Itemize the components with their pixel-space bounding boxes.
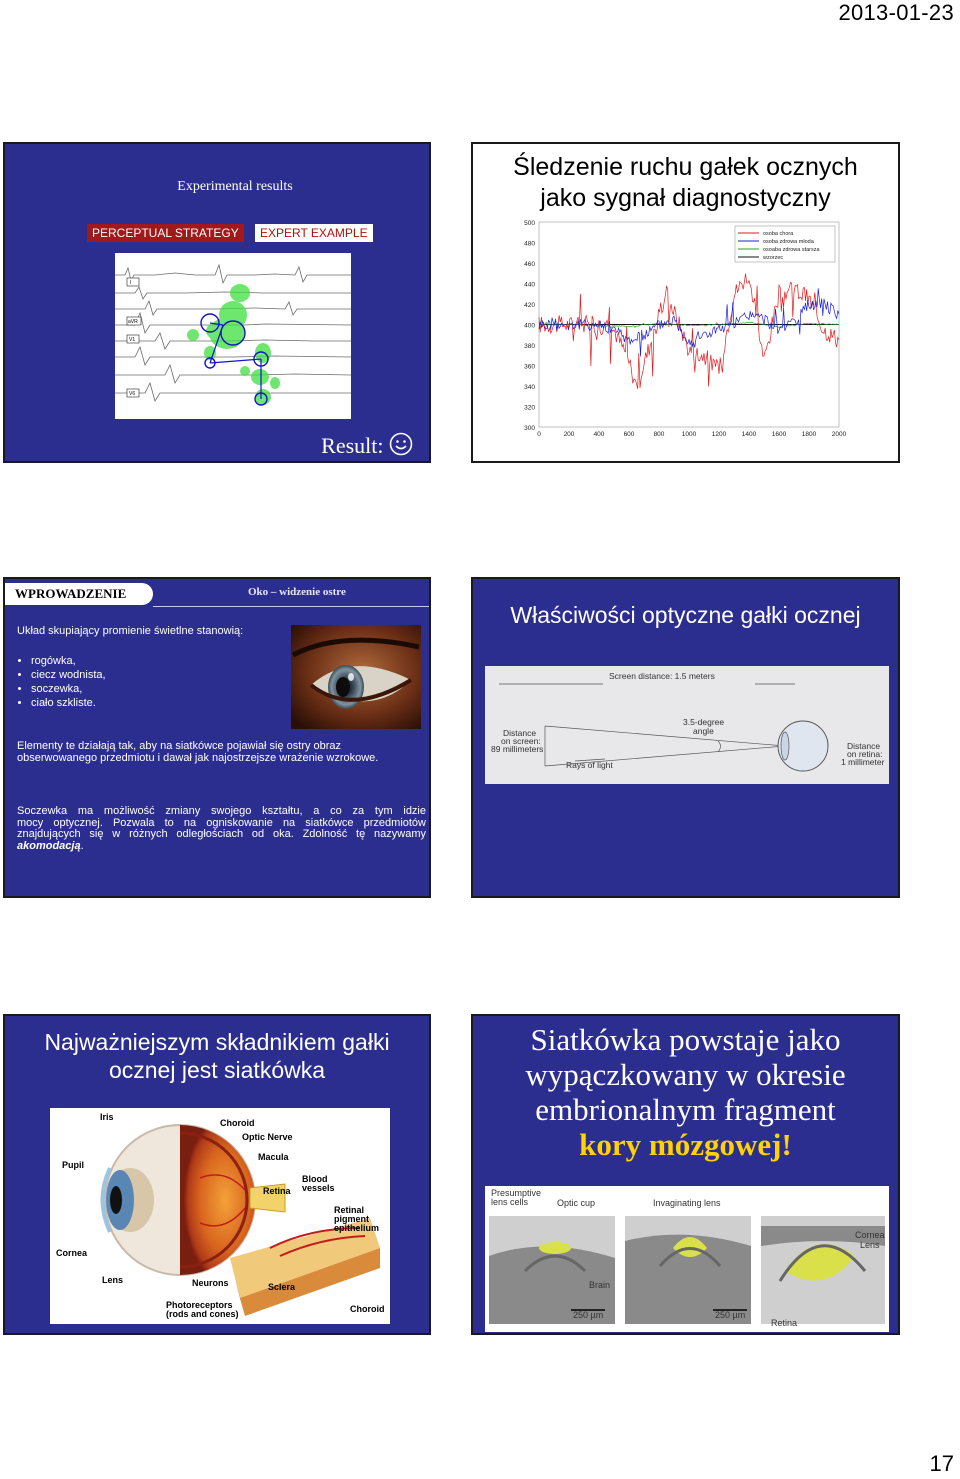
ecg-lead-label: V1 xyxy=(129,337,136,343)
svg-text:3.5-degree: 3.5-degree xyxy=(683,717,725,727)
header-divider xyxy=(153,606,429,607)
series-line-2 xyxy=(539,322,839,328)
svg-text:lens cells: lens cells xyxy=(491,1197,529,1207)
x-tick-label: 2000 xyxy=(831,431,847,438)
svg-text:Optic cup: Optic cup xyxy=(557,1198,596,1208)
slide-title: Śledzenie ruchu gałek ocznych jako sygnał diagnostyczny xyxy=(513,153,858,212)
svg-text:on retina:: on retina: xyxy=(847,749,883,759)
svg-text:Cornea: Cornea xyxy=(855,1230,885,1240)
series-line-0 xyxy=(539,274,839,389)
intro-text: Układ skupiający promienie świetlne stanowią: xyxy=(17,625,244,637)
svg-text:Invaginating lens: Invaginating lens xyxy=(653,1198,721,1208)
svg-text:250 µm: 250 µm xyxy=(573,1310,604,1320)
svg-text:Brain: Brain xyxy=(589,1280,611,1290)
svg-text:Screen distance: 1.5 meters: Screen distance: 1.5 meters xyxy=(609,671,715,681)
svg-text:Photoreceptors: Photoreceptors xyxy=(166,1300,233,1310)
legend-entry: wzorzec xyxy=(763,255,784,261)
y-tick-label: 380 xyxy=(524,343,535,350)
ecg-lead-label: I xyxy=(130,280,132,286)
svg-text:Blood: Blood xyxy=(302,1174,328,1184)
ecg-gaze-heatmap xyxy=(115,253,351,419)
svg-text:Iris: Iris xyxy=(100,1112,114,1122)
slide-eye-tracking xyxy=(471,142,900,463)
x-tick-label: 600 xyxy=(623,431,635,438)
svg-text:1 millimeter: 1 millimeter xyxy=(841,757,885,767)
legend-entry: osoaba zdrowa starsza xyxy=(763,247,820,253)
svg-text:on screen:: on screen: xyxy=(501,736,541,746)
eye-photo xyxy=(291,625,421,729)
x-tick-label: 0 xyxy=(537,431,541,438)
slide-retina-importance xyxy=(3,1014,431,1335)
svg-text:Presumptive: Presumptive xyxy=(491,1188,542,1198)
x-tick-label: 200 xyxy=(563,431,575,438)
slide-title: Siatkówka powstaje jako wypączkowany w okresie embrionalnym fragment kory mózgowej! xyxy=(525,1022,846,1162)
svg-text:Neurons: Neurons xyxy=(192,1278,229,1288)
embryology-micrographs xyxy=(485,1186,889,1332)
svg-text:epithelium: epithelium xyxy=(334,1223,380,1233)
slide-title: Najważniejszym składnikiem gałki ocznej jest siatkówka xyxy=(44,1029,390,1083)
svg-text:Pupil: Pupil xyxy=(62,1160,84,1170)
svg-text:Choroid: Choroid xyxy=(220,1118,255,1128)
legend-entry: osoba zdrowa młoda xyxy=(763,239,814,245)
y-tick-label: 320 xyxy=(524,404,535,412)
list-item: • ciało szkliste. xyxy=(31,696,106,710)
list-item: • ciecz wodnista, xyxy=(31,668,106,682)
svg-text:Cornea: Cornea xyxy=(56,1248,88,1258)
svg-text:angle: angle xyxy=(693,726,714,736)
smiley-icon xyxy=(389,432,413,456)
svg-text:Retina: Retina xyxy=(263,1186,291,1196)
y-tick-label: 500 xyxy=(524,220,535,227)
svg-text:(rods and cones): (rods and cones) xyxy=(166,1309,239,1319)
svg-text:Retinal: Retinal xyxy=(334,1205,365,1215)
svg-text:89 millimeters: 89 millimeters xyxy=(491,744,544,754)
svg-text:Distance: Distance xyxy=(503,728,537,738)
paragraph-2: Soczewka ma możliwość zmiany swojego kształtu, a co za tym idzie mocy optycznej. Pozwala to na ogniskowanie na siatkówce przedmiotów znajdujących się w różnych odległościach od oka. Zdolność tę nazywamy akomodacją. xyxy=(17,805,426,852)
svg-text:pigment: pigment xyxy=(334,1214,369,1224)
svg-text:Lens: Lens xyxy=(860,1240,880,1250)
y-tick-label: 360 xyxy=(524,363,535,371)
svg-text:Retina: Retina xyxy=(771,1318,798,1328)
slide-retina-embryology xyxy=(471,1014,900,1335)
svg-text:250 µm: 250 µm xyxy=(715,1310,746,1320)
x-tick-label: 1200 xyxy=(711,431,727,438)
y-tick-label: 340 xyxy=(524,384,535,391)
svg-text:vessels: vessels xyxy=(302,1183,335,1193)
y-tick-label: 460 xyxy=(524,261,535,268)
svg-text:Choroid: Choroid xyxy=(350,1304,385,1314)
y-tick-label: 480 xyxy=(524,240,535,248)
svg-text:Distance: Distance xyxy=(847,741,881,751)
x-tick-label: 400 xyxy=(593,431,605,438)
x-tick-label: 800 xyxy=(653,431,665,438)
y-tick-label: 300 xyxy=(524,425,535,432)
y-tick-label: 420 xyxy=(524,302,535,309)
x-tick-label: 1800 xyxy=(801,431,817,438)
result-label: Result: xyxy=(321,432,413,459)
x-tick-label: 1400 xyxy=(741,431,757,438)
list-item: • soczewka, xyxy=(31,682,106,696)
ecg-lead-label: V6 xyxy=(129,391,136,397)
slide-title: Właściwości optyczne gałki ocznej xyxy=(510,602,861,628)
paragraph-1: Elementy te działają tak, aby na siatkówce pojawiał się ostry obraz obserwowanego przedmiotu i dawał jak najostrzejsze wrażenie wzrokowe. xyxy=(17,740,379,764)
accommodation-term: akomodacją xyxy=(17,839,81,852)
y-tick-label: 440 xyxy=(524,281,535,289)
visual-angle-diagram xyxy=(485,666,889,784)
svg-text:Sclera: Sclera xyxy=(268,1282,296,1292)
page-number: 17 xyxy=(929,1451,954,1476)
eye-anatomy-illustration xyxy=(50,1108,390,1324)
y-tick-label: 400 xyxy=(524,322,535,330)
page-date: 2013-01-23 xyxy=(838,0,954,25)
header-tab: WPROWADZENIE xyxy=(5,583,153,605)
svg-text:Macula: Macula xyxy=(258,1152,289,1162)
legend-entry: osoba chora xyxy=(763,231,794,237)
ecg-lead-label: aVR xyxy=(128,319,138,325)
x-tick-label: 1600 xyxy=(771,431,787,438)
list-item: • rogówka, xyxy=(31,654,106,668)
slide-experimental-results xyxy=(3,142,431,463)
svg-text:Rays of light: Rays of light xyxy=(566,760,613,770)
perceptual-strategy-button[interactable]: PERCEPTUAL STRATEGY xyxy=(87,224,244,242)
svg-text:Lens: Lens xyxy=(102,1275,124,1285)
optics-list xyxy=(17,654,106,710)
eye-tracking-chart xyxy=(473,214,898,463)
expert-example-button[interactable]: EXPERT EXAMPLE xyxy=(255,224,373,242)
slide-optical-properties xyxy=(471,577,900,898)
x-tick-label: 1000 xyxy=(681,431,697,438)
svg-text:Optic Nerve: Optic Nerve xyxy=(242,1132,293,1142)
slide-title: Experimental results xyxy=(177,179,293,194)
slide-introduction xyxy=(3,577,431,898)
header-subtitle: Oko – widzenie ostre xyxy=(248,586,346,598)
